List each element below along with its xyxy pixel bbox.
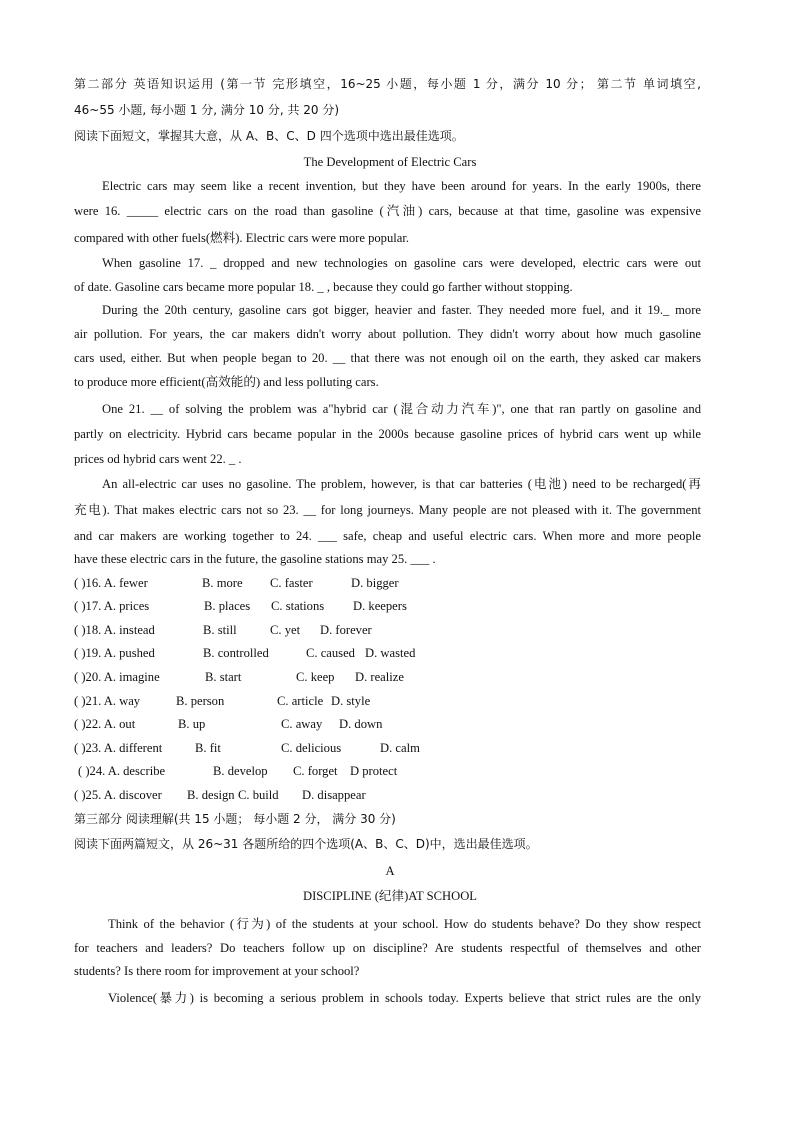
passage-line: to produce more efficient(高效能的) and less polluting cars. xyxy=(74,375,379,389)
part2-instruction: 阅读下面短文，掌握其大意，从 A、B、C、D 四个选项中选出最佳选项。 xyxy=(74,129,464,143)
passage-line: students? Is there room for improvement at your school? xyxy=(74,964,360,978)
option-d: D. calm xyxy=(380,741,420,755)
passage-line: prices od hybrid cars went 22. _ . xyxy=(74,452,242,466)
part2-header-line1: 第二部分 英语知识运用 (第一节 完形填空，16~25 小题，每小题 1 分，满分 10 分； 第二节 单词填空, xyxy=(74,77,701,91)
passage-line: During the 20th century, gasoline cars got bigger, heavier and faster. They needed more fuel, and it 19._ more xyxy=(102,303,701,317)
option-c: C. build xyxy=(238,788,279,802)
option-d: D. style xyxy=(331,694,371,708)
option-c: C. forget xyxy=(293,764,338,778)
option-c: C. delicious xyxy=(281,741,342,755)
option-b: B. fit xyxy=(195,741,221,755)
option-d: D. bigger xyxy=(351,576,399,590)
option-b: B. places xyxy=(204,599,251,613)
question-stem: ( )23. A. different xyxy=(74,741,163,755)
passage-line: partly on electricity. Hybrid cars became popular in the 2000s because gasoline prices of hybrid cars went up while xyxy=(74,427,701,441)
option-d: D. down xyxy=(339,717,383,731)
option-d: D. keepers xyxy=(353,599,407,613)
passage-line: for teachers and leaders? Do teachers follow up on discipline? Are students respectful of themselves and other xyxy=(74,941,701,955)
part3-header: 第三部分 阅读理解(共 15 小题； 每小题 2 分， 满分 30 分) xyxy=(74,812,396,826)
passage-title: The Development of Electric Cars xyxy=(303,155,477,169)
question-stem: ( )18. A. instead xyxy=(74,623,155,637)
question-stem: ( )25. A. discover xyxy=(74,788,162,802)
option-b: B. develop xyxy=(213,764,268,778)
question-stem: ( )16. A. fewer xyxy=(74,576,148,590)
passage-line: Think of the behavior (行为) of the students at your school. How do students behave? Do they show respect xyxy=(108,917,701,931)
option-c: C. article xyxy=(277,694,324,708)
passage-line: When gasoline 17. _ dropped and new technologies on gasoline cars were developed, electric cars were out xyxy=(102,256,701,270)
option-c: C. caused xyxy=(306,646,355,660)
question-stem: ( )17. A. prices xyxy=(74,599,150,613)
option-d: D. disappear xyxy=(302,788,366,802)
question-stem: ( )24. A. describe xyxy=(78,764,166,778)
option-d: D. wasted xyxy=(365,646,416,660)
passage-line: were 16. _____ electric cars on the road than gasoline (汽油) cars, because at that time, gasoline was expensive xyxy=(74,204,701,218)
option-d: D. realize xyxy=(355,670,404,684)
passage-line: have these electric cars in the future, the gasoline stations may 25. ___ . xyxy=(74,552,436,566)
option-b: B. more xyxy=(202,576,243,590)
option-d: D. forever xyxy=(320,623,372,637)
question-stem: ( )22. A. out xyxy=(74,717,136,731)
passage-line: air pollution. For years, the car makers didn't worry about pollution. They didn't worry about how much gasoline xyxy=(74,327,701,341)
option-c: C. stations xyxy=(271,599,325,613)
option-c: C. faster xyxy=(270,576,313,590)
passage-line: Violence(暴力) is becoming a serious problem in schools today. Experts believe that strict rules are the only xyxy=(108,991,701,1005)
passage-a-title: DISCIPLINE (纪律)AT SCHOOL xyxy=(303,889,477,903)
passage-line: One 21. __ of solving the problem was a"hybrid car (混合动力汽车)", one that ran partly on gasoline and xyxy=(102,402,701,416)
passage-line: and car makers are working together to 24. ___ safe, cheap and useful electric cars. When more and more people xyxy=(74,529,701,543)
passage-line: cars used, either. But when people began to 20. __ that there was not enough oil on the earth, they asked car makers xyxy=(74,351,701,365)
option-b: B. still xyxy=(203,623,237,637)
part2-header-line2: 46~55 小题, 每小题 1 分, 满分 10 分, 共 20 分) xyxy=(74,103,340,117)
passage-line: of date. Gasoline cars became more popular 18. _ , because they could go farther without stopping. xyxy=(74,280,573,294)
option-c: C. yet xyxy=(270,623,301,637)
option-b: B. controlled xyxy=(203,646,269,660)
option-b: B. design xyxy=(187,788,235,802)
section-label: A xyxy=(385,864,395,878)
question-stem: ( )21. A. way xyxy=(74,694,141,708)
passage-line: Electric cars may seem like a recent invention, but they have been around for years. In the early 1900s, there xyxy=(102,179,701,193)
passage-line: compared with other fuels(燃料). Electric cars were more popular. xyxy=(74,231,410,245)
passage-line: 充电). That makes electric cars not so 23. __ for long journeys. Many people are not pleased with it. The government xyxy=(74,503,701,517)
option-b: B. person xyxy=(176,694,225,708)
question-stem: ( )19. A. pushed xyxy=(74,646,155,660)
option-c: C. keep xyxy=(296,670,335,684)
passage-line: An all-electric car uses no gasoline. The problem, however, is that car batteries (电池) need to be recharged(再 xyxy=(102,477,701,491)
option-b: B. up xyxy=(178,717,206,731)
part3-instruction: 阅读下面两篇短文，从 26~31 各题所给的四个选项(A、B、C、D)中，选出最佳选项。 xyxy=(74,837,538,851)
question-stem: ( )20. A. imagine xyxy=(74,670,160,684)
option-b: B. start xyxy=(205,670,242,684)
option-c: C. away xyxy=(281,717,323,731)
option-d: D protect xyxy=(350,764,398,778)
